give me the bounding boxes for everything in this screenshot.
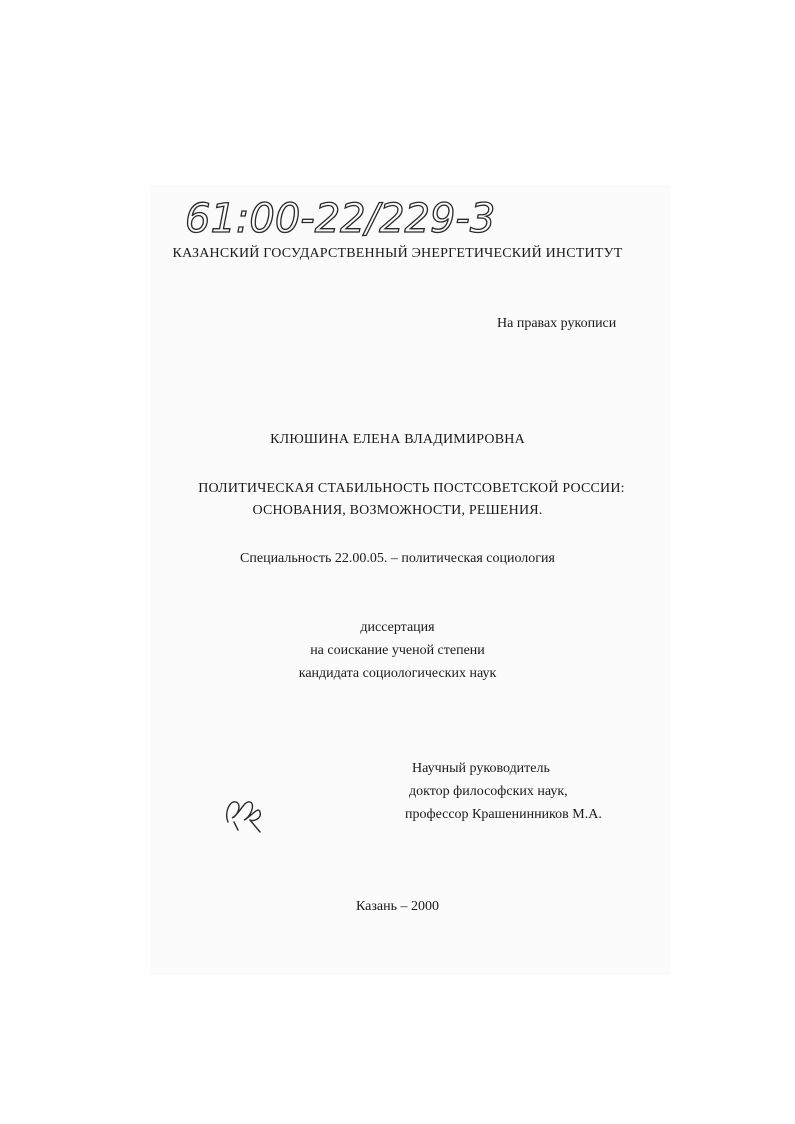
- rights-note: На правах рукописи: [497, 316, 617, 331]
- specialty-line: Специальность 22.00.05. – политическая социология: [240, 551, 555, 566]
- institute-name: КАЗАНСКИЙ ГОСУДАРСТВЕННЫЙ ЭНЕРГЕТИЧЕСКИЙ ИНСТИТУТ: [172, 246, 623, 261]
- archive-number-text: 61:00-22/229-3: [185, 196, 496, 242]
- supervisor-line-3: профессор Крашенинников М.А.: [405, 807, 602, 822]
- supervisor-line-2: доктор философских наук,: [409, 784, 568, 799]
- thesis-title-line-2: ОСНОВАНИЯ, ВОЗМОЖНОСТИ, РЕШЕНИЯ.: [252, 503, 543, 518]
- handwritten-archive-number: [183, 188, 563, 250]
- degree-line-2: на соискание ученой степени: [310, 643, 485, 658]
- scanned-page-area: [150, 185, 670, 975]
- thesis-title-line-1: ПОЛИТИЧЕСКАЯ СТАБИЛЬНОСТЬ ПОСТСОВЕТСКОЙ РОССИИ:: [198, 481, 625, 496]
- place-and-year: Казань – 2000: [356, 899, 439, 914]
- signature-mark: [220, 792, 266, 834]
- author-name: КЛЮШИНА ЕЛЕНА ВЛАДИМИРОВНА: [270, 432, 525, 447]
- degree-line-3: кандидата социологических наук: [298, 666, 497, 681]
- degree-line-1: диссертация: [360, 620, 435, 635]
- supervisor-line-1: Научный руководитель: [412, 761, 550, 776]
